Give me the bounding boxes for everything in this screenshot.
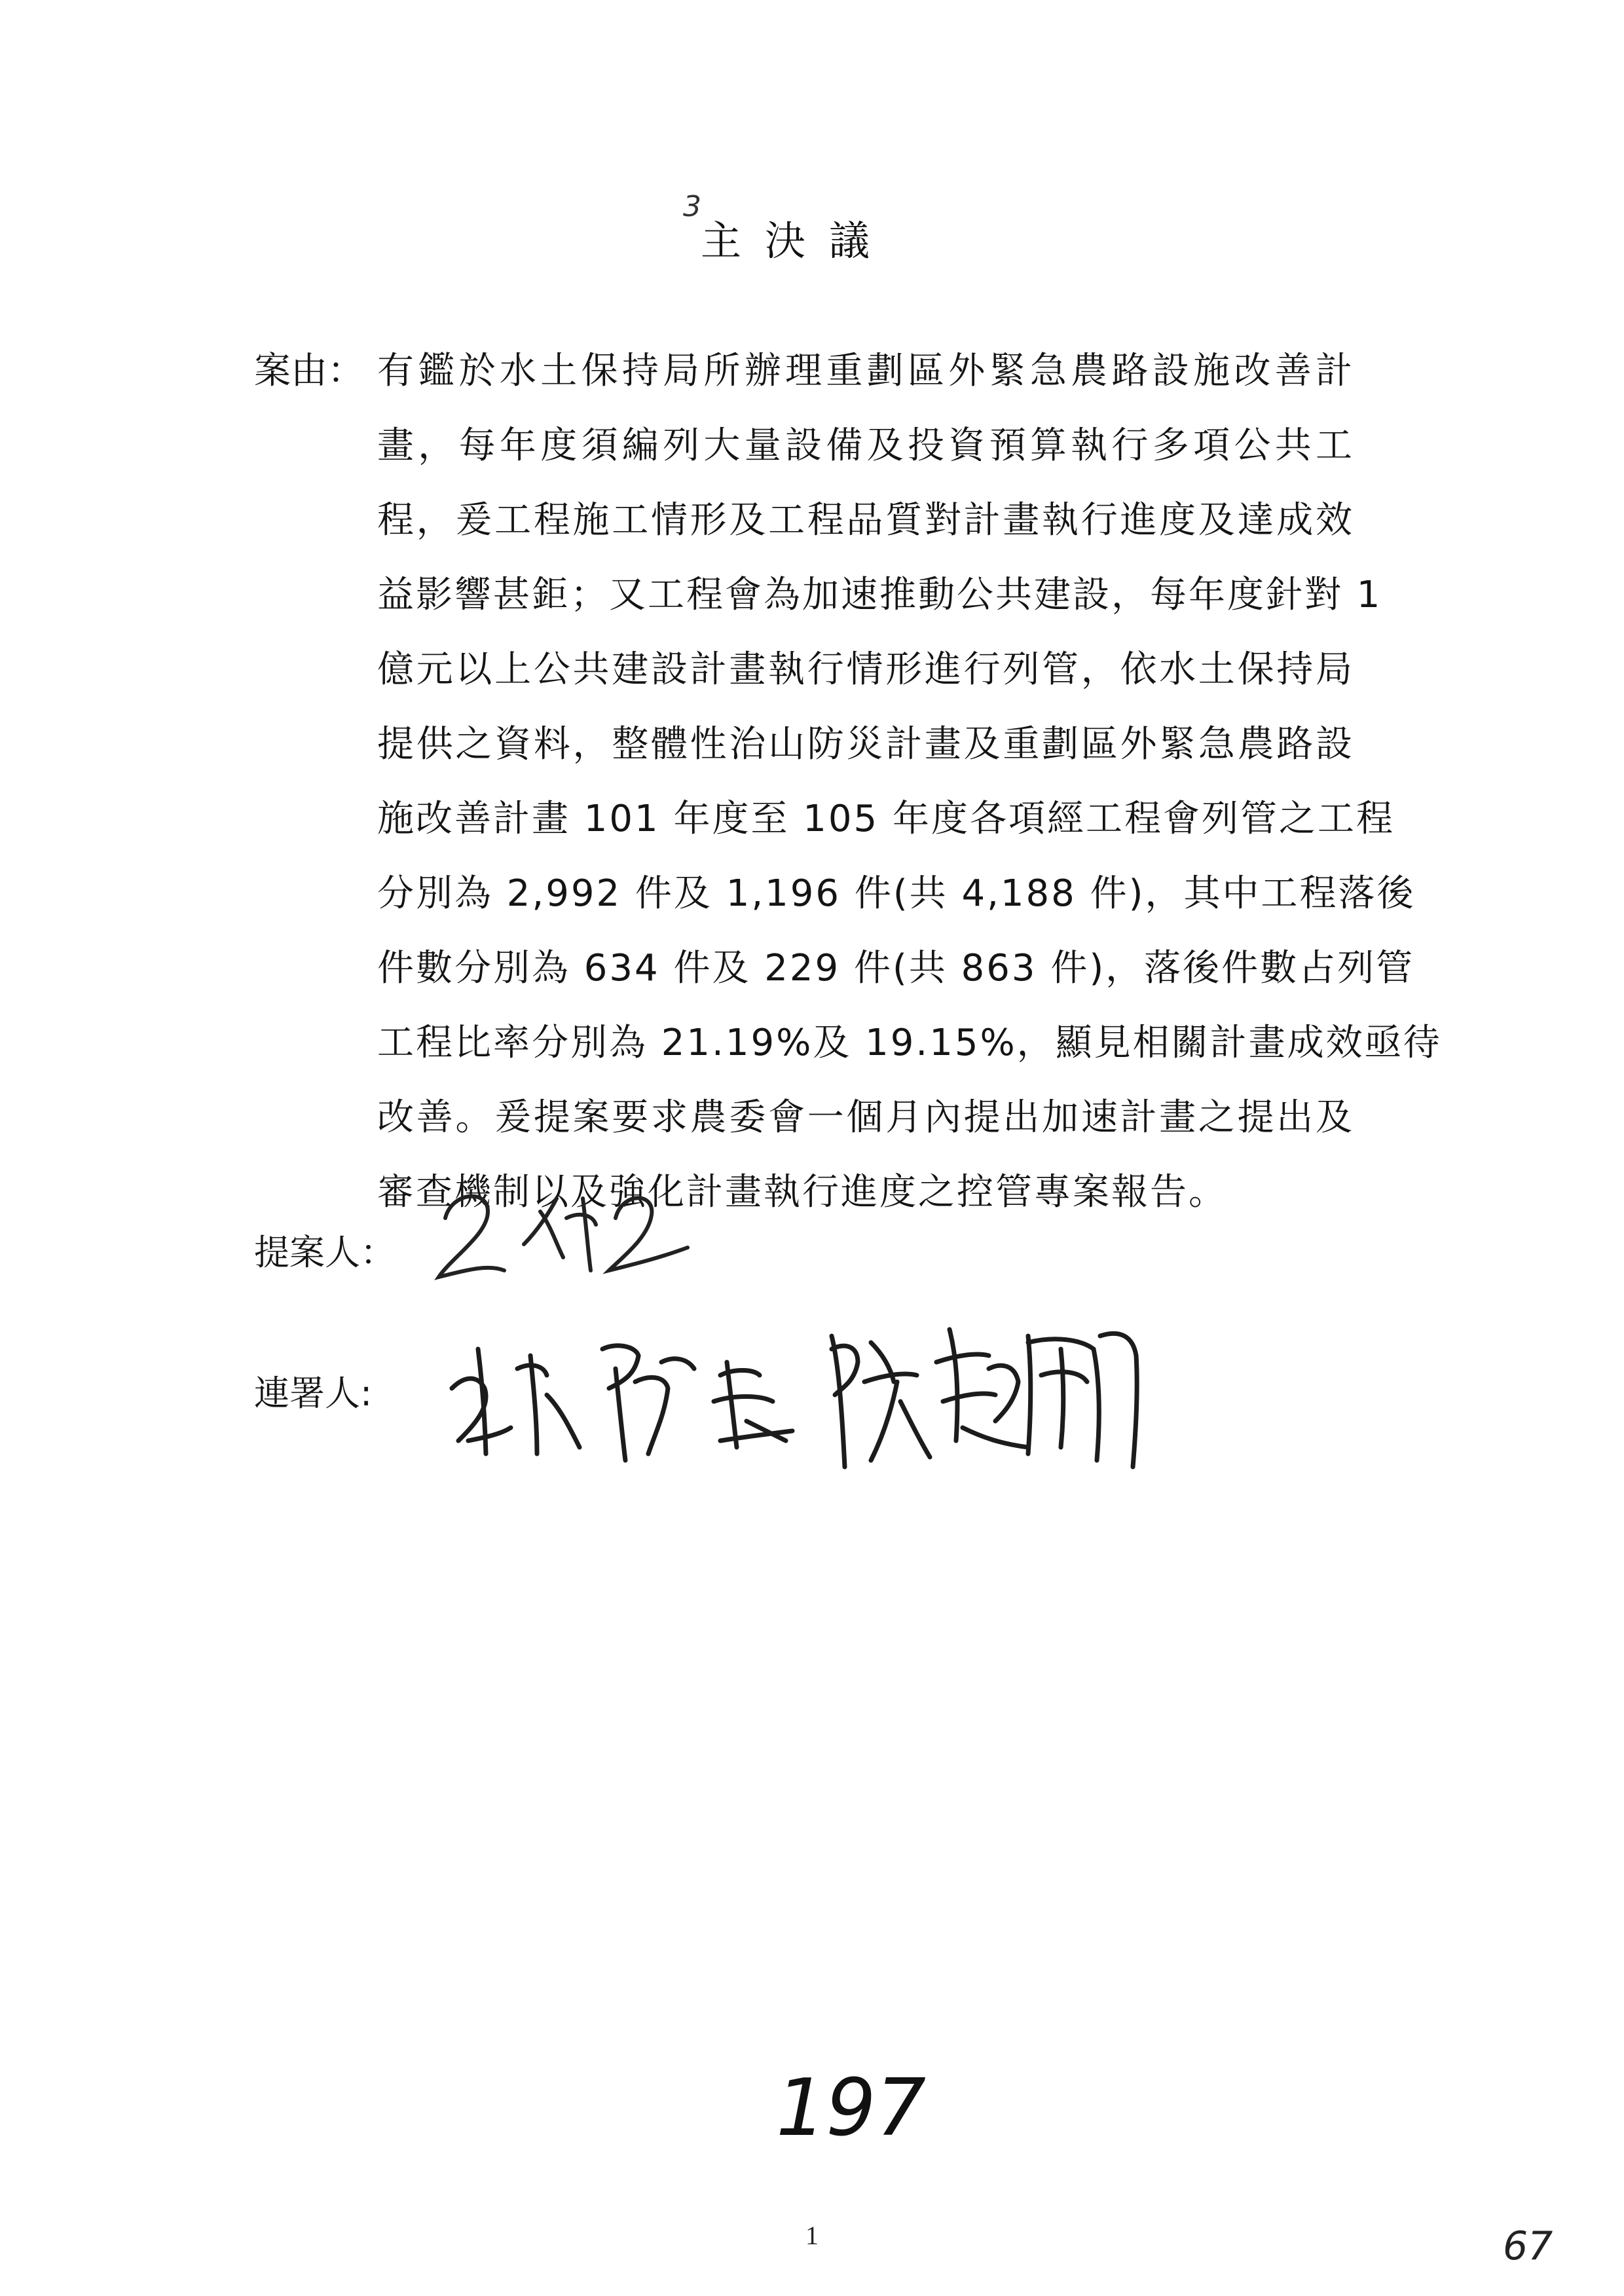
- case-line: 提供之資料，整體性治山防災計畫及重劃區外緊急農路設: [377, 723, 1354, 766]
- case-line: 施改善計畫 101 年度至 105 年度各項經工程會列管之工程: [377, 798, 1395, 840]
- cosigner-signatures: [439, 1310, 1146, 1480]
- proposer-signature: [426, 1172, 701, 1297]
- cosigner-label: 連署人:: [254, 1373, 373, 1414]
- case-line: 工程比率分別為 21.19%及 19.15%，顯見相關計畫成效亟待: [377, 1022, 1442, 1064]
- corner-handwritten-number: [1500, 2213, 1578, 2279]
- case-body: [377, 334, 1442, 1230]
- case-line: 改善。爰提案要求農委會一個月內提出加速計畫之提出及: [377, 1096, 1354, 1139]
- handwritten-number-text: 197: [776, 2063, 927, 2154]
- case-line: 件數分別為 634 件及 229 件(共 863 件)，落後件數占列管: [377, 947, 1415, 990]
- case-line: 有鑑於水土保持局所辦理重劃區外緊急農路設施改善計: [377, 350, 1354, 392]
- case-line: 審查機制以及強化計畫執行進度之控管專案報告。: [377, 1171, 1227, 1213]
- case-label: 案由：: [254, 350, 364, 392]
- handwritten-title-mark: 3: [683, 190, 701, 223]
- case-line: 程，爰工程施工情形及工程品質對計畫執行進度及達成效: [377, 499, 1354, 542]
- proposer-label: 提案人：: [254, 1232, 396, 1273]
- case-line: 畫，每年度須編列大量設備及投資預算執行多項公共工: [377, 424, 1354, 467]
- handwritten-number: [769, 2056, 927, 2161]
- case-line: 益影響甚鉅；又工程會為加速推動公共建設，每年度針對 1: [377, 574, 1382, 616]
- case-section: [254, 334, 1442, 1230]
- case-line: 分別為 2,992 件及 1,196 件(共 4,188 件)，其中工程落後: [377, 872, 1416, 915]
- case-line: 億元以上公共建設計畫執行情形進行列管，依水土保持局: [377, 648, 1354, 691]
- page-title: 主決議: [701, 217, 894, 265]
- corner-number-text: 67: [1503, 2223, 1553, 2269]
- page-number: 1: [805, 2221, 819, 2250]
